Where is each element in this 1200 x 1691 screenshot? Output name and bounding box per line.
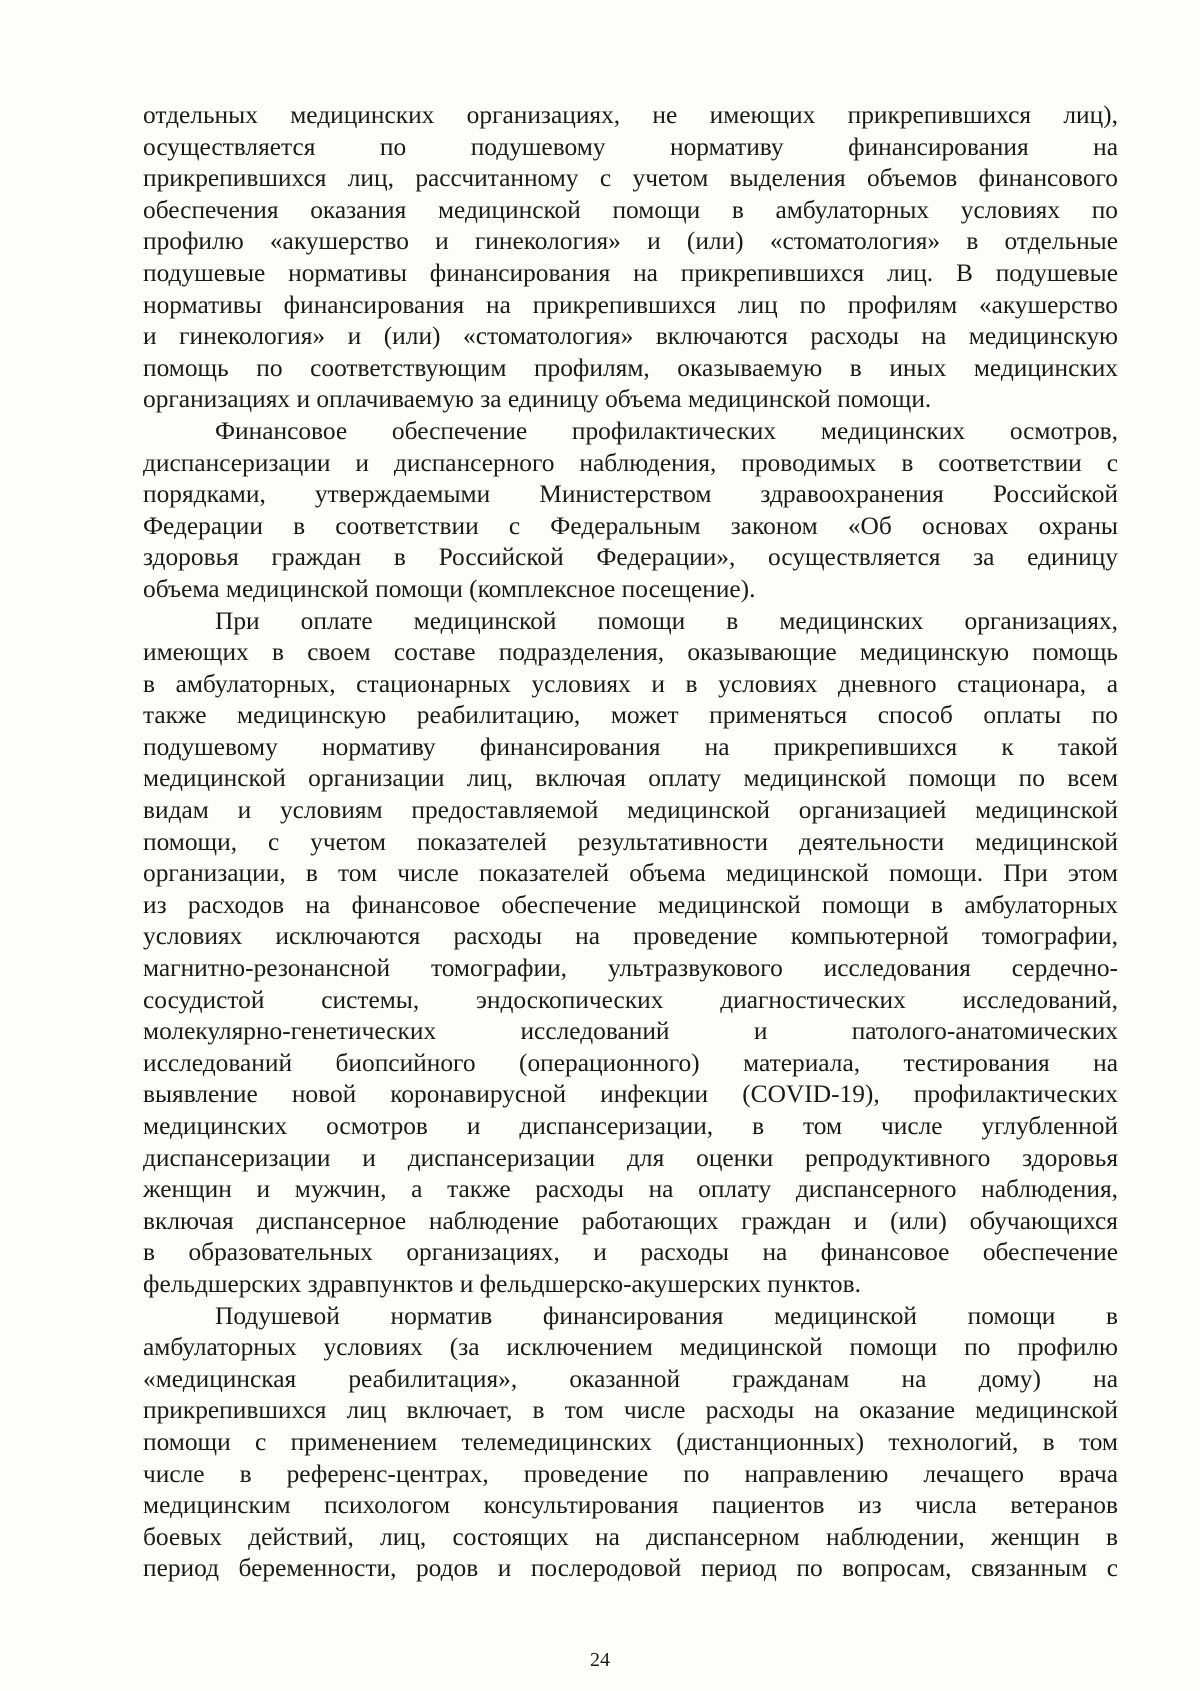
text-line: нормативы финансирования на прикрепившихся лиц по профилям «акушерство — [143, 290, 1118, 319]
text-line: и гинекология» и (или) «стоматология» включаются расходы на медицинскую — [143, 322, 1118, 351]
text-line: молекулярно-генетических исследований и патолого-анатомических — [143, 1017, 1118, 1046]
text-line: подушевому нормативу финансирования на прикрепившихся к такой — [143, 732, 1118, 761]
text-line: Финансовое обеспечение профилактических медицинских осмотров, — [215, 416, 1118, 445]
text-line: в образовательных организациях, и расходы на финансовое обеспечение — [143, 1238, 1118, 1267]
page-number: 24 — [590, 1649, 610, 1671]
text-line: помощи, с учетом показателей результативности деятельности медицинской — [143, 827, 1118, 856]
text-line: период беременности, родов и послеродовой период по вопросам, связанным с — [143, 1554, 1118, 1583]
text-line: профилю «акушерство и гинекология» и (или) «стоматология» в отдельные — [143, 227, 1118, 256]
text-line: имеющих в своем составе подразделения, оказывающие медицинскую помощь — [143, 638, 1118, 667]
text-line: прикрепившихся лиц, рассчитанному с учетом выделения объемов финансового — [143, 164, 1118, 193]
text-line: магнитно-резонансной томографии, ультразвукового исследования сердечно- — [143, 954, 1118, 983]
text-line: здоровья граждан в Российской Федерации», осуществляется за единицу — [143, 543, 1118, 572]
text-line: «медицинская реабилитация», оказанной гражданам на дому) на — [143, 1364, 1118, 1393]
text-line: женщин и мужчин, а также расходы на оплату диспансерного наблюдения, — [143, 1175, 1118, 1204]
text-line: организации, в том числе показателей объема медицинской помощи. При этом — [143, 859, 1118, 888]
text-line: медицинских осмотров и диспансеризации, в том числе углубленной — [143, 1112, 1118, 1140]
document-body-text — [143, 100, 1118, 1585]
text-line: боевых действий, лиц, состоящих на диспансерном наблюдении, женщин в — [143, 1522, 1118, 1551]
text-line: подушевые нормативы финансирования на прикрепившихся лиц. В подушевые — [143, 258, 1118, 287]
text-line: исследований биопсийного (операционного) материала, тестирования на — [143, 1048, 1118, 1077]
text-line: медицинской организации лиц, включая оплату медицинской помощи по всем — [143, 764, 1118, 793]
text-line: помощь по соответствующим профилям, оказываемую в иных медицинских — [143, 353, 1118, 382]
text-line: видам и условиям предоставляемой медицинской организацией медицинской — [143, 796, 1118, 825]
text-line: из расходов на финансовое обеспечение медицинской помощи в амбулаторных — [143, 890, 1118, 919]
text-line: медицинским психологом консультирования пациентов из числа ветеранов — [143, 1491, 1118, 1520]
text-line: объема медицинской помощи (комплексное посещение). — [143, 574, 756, 603]
text-line: отдельных медицинских организациях, не имеющих прикрепившихся лиц), — [143, 101, 1118, 129]
text-line: в амбулаторных, стационарных условиях и в условиях дневного стационара, а — [143, 669, 1118, 698]
text-line: Подушевой норматив финансирования медицинской помощи в — [215, 1301, 1118, 1330]
text-line: числе в референс-центрах, проведение по направлению лечащего врача — [143, 1459, 1118, 1488]
text-line: условиях исключаются расходы на проведение компьютерной томографии, — [143, 922, 1118, 951]
text-line: Федерации в соответствии с Федеральным законом «Об основах охраны — [143, 511, 1118, 540]
text-line: фельдшерских здравпунктов и фельдшерско-акушерских пунктов. — [143, 1269, 861, 1298]
text-line: порядками, утверждаемыми Министерством здравоохранения Российской — [143, 480, 1118, 509]
text-line: амбулаторных условиях (за исключением медицинской помощи по профилю — [143, 1333, 1118, 1362]
text-line: сосудистой системы, эндоскопических диагностических исследований, — [143, 985, 1118, 1014]
text-line: также медицинскую реабилитацию, может применяться способ оплаты по — [143, 701, 1118, 730]
text-line: При оплате медицинской помощи в медицинских организациях, — [215, 606, 1118, 635]
text-line: обеспечения оказания медицинской помощи в амбулаторных условиях по — [143, 195, 1118, 224]
text-line: выявление новой коронавирусной инфекции (COVID-19), профилактических — [143, 1080, 1118, 1109]
text-line: помощи с применением телемедицинских (дистанционных) технологий, в том — [143, 1427, 1118, 1456]
text-line: включая диспансерное наблюдение работающих граждан и (или) обучающихся — [143, 1206, 1118, 1235]
text-line: осуществляется по подушевому нормативу финансирования на — [143, 132, 1118, 161]
text-line: диспансеризации и диспансерного наблюдения, проводимых в соответствии с — [143, 448, 1118, 477]
text-line: организациях и оплачиваемую за единицу объема медицинской помощи. — [143, 385, 932, 414]
text-line: диспансеризации и диспансеризации для оценки репродуктивного здоровья — [143, 1143, 1118, 1172]
text-line: прикрепившихся лиц включает, в том числе расходы на оказание медицинской — [143, 1396, 1118, 1425]
